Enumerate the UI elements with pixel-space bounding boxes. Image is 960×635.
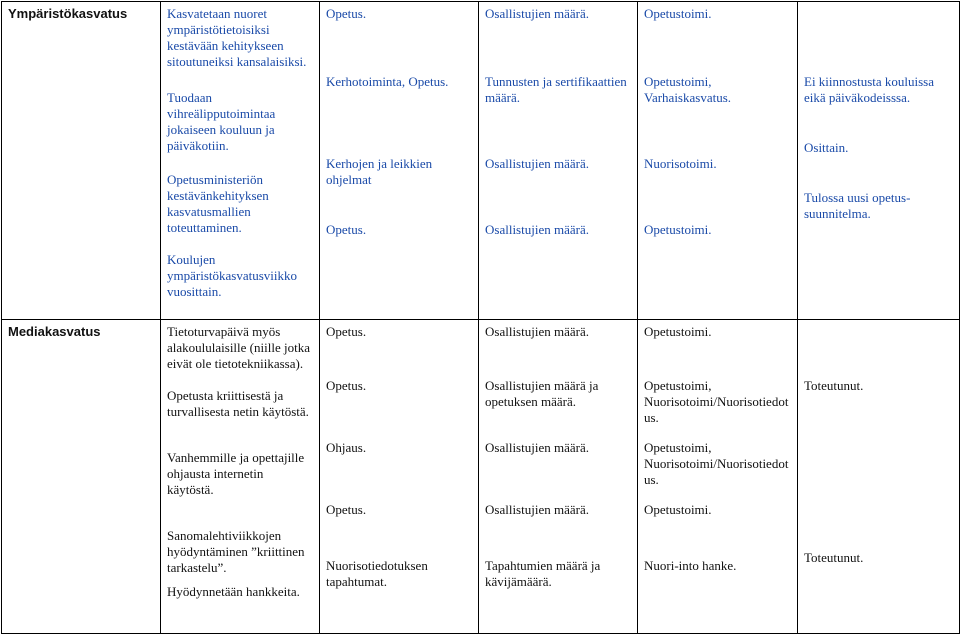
goal-text: Opetusministeriön kestävänkehityksen kasvatusmallien toteuttaminen.	[167, 172, 269, 235]
responsible-text: Opetustoimi, Nuorisotoimi/Nuorisotiedot us.	[644, 440, 789, 487]
responsible-text: Opetustoimi, Nuorisotoimi/Nuorisotiedot us.	[644, 378, 789, 425]
responsible-text: Nuori-into hanke.	[644, 558, 737, 573]
status-text: Toteutunut.	[804, 378, 864, 393]
method-text: Opetus.	[326, 6, 367, 21]
goal-text: Vanhemmille ja opettajille ohjausta internetin käytöstä.	[167, 450, 305, 497]
indicator-text: Osallistujien määrä.	[485, 324, 589, 339]
methods-cell	[320, 2, 479, 320]
responsible-text: Opetustoimi.	[644, 502, 712, 517]
indicator-text: Osallistujien määrä.	[485, 156, 589, 171]
goal-text: Kasvatetaan nuoret ympäristötietoisiksi kestävään kehitykseen sitoutuneiksi kansalaisiksi.	[167, 6, 307, 69]
method-text: Nuorisotiedotuksen tapahtumat.	[326, 558, 428, 589]
goals-cell	[161, 2, 320, 320]
responsible-cell	[638, 2, 798, 320]
goal-text: Tietoturvapäivä myös alakoululaisille (niille jotka eivät ole tietotekniikassa).	[167, 324, 310, 371]
table-row	[2, 320, 960, 634]
indicator-text: Osallistujien määrä.	[485, 6, 589, 21]
plan-table	[1, 1, 960, 634]
indicators-cell	[479, 320, 638, 634]
indicators-cell	[479, 2, 638, 320]
responsible-text: Nuorisotoimi.	[644, 156, 717, 171]
method-text: Ohjaus.	[326, 440, 367, 455]
status-cell	[798, 320, 960, 634]
method-text: Opetus.	[326, 502, 367, 517]
responsible-cell	[638, 320, 798, 634]
status-text: Ei kiinnostusta kouluissa eikä päiväkodeisssa.	[804, 74, 934, 105]
category-cell	[2, 320, 161, 634]
indicator-text: Osallistujien määrä.	[485, 222, 589, 237]
indicator-text: Osallistujien määrä.	[485, 502, 589, 517]
goal-text: Sanomalehtiviikkojen hyödyntäminen ”kriittinen tarkastelu”.	[167, 528, 305, 575]
table-row	[2, 2, 960, 320]
method-text: Opetus.	[326, 324, 367, 339]
responsible-text: Opetustoimi.	[644, 324, 712, 339]
indicator-text: Tunnusten ja sertifikaattien määrä.	[485, 74, 627, 105]
responsible-text: Opetustoimi, Varhaiskasvatus.	[644, 74, 732, 105]
goal-text: Hyödynnetään hankkeita.	[167, 584, 300, 599]
method-text: Kerhojen ja leikkien ohjelmat	[326, 156, 433, 187]
category-label: Mediakasvatus	[8, 324, 101, 339]
indicator-text: Tapahtumien määrä ja kävijämäärä.	[485, 558, 601, 589]
goal-text: Tuodaan vihreälipputoimintaa jokaiseen kouluun ja päiväkotiin.	[167, 90, 276, 153]
indicator-text: Osallistujien määrä ja opetuksen määrä.	[485, 378, 599, 409]
goals-cell	[161, 320, 320, 634]
goal-text: Opetusta kriittisestä ja turvallisesta netin käytöstä.	[167, 388, 309, 419]
goal-text: Koulujen ympäristökasvatusviikko vuosittain.	[167, 252, 297, 299]
responsible-text: Opetustoimi.	[644, 6, 712, 21]
status-text: Toteutunut.	[804, 550, 864, 565]
category-label: Ympäristökasvatus	[8, 6, 128, 21]
category-cell	[2, 2, 161, 320]
responsible-text: Opetustoimi.	[644, 222, 712, 237]
method-text: Opetus.	[326, 378, 367, 393]
methods-cell	[320, 320, 479, 634]
method-text: Opetus.	[326, 222, 367, 237]
status-cell	[798, 2, 960, 320]
indicator-text: Osallistujien määrä.	[485, 440, 589, 455]
status-text: Tulossa uusi opetus-suunnitelma.	[804, 190, 911, 221]
status-text: Osittain.	[804, 140, 849, 155]
method-text: Kerhotoiminta, Opetus.	[326, 74, 449, 89]
